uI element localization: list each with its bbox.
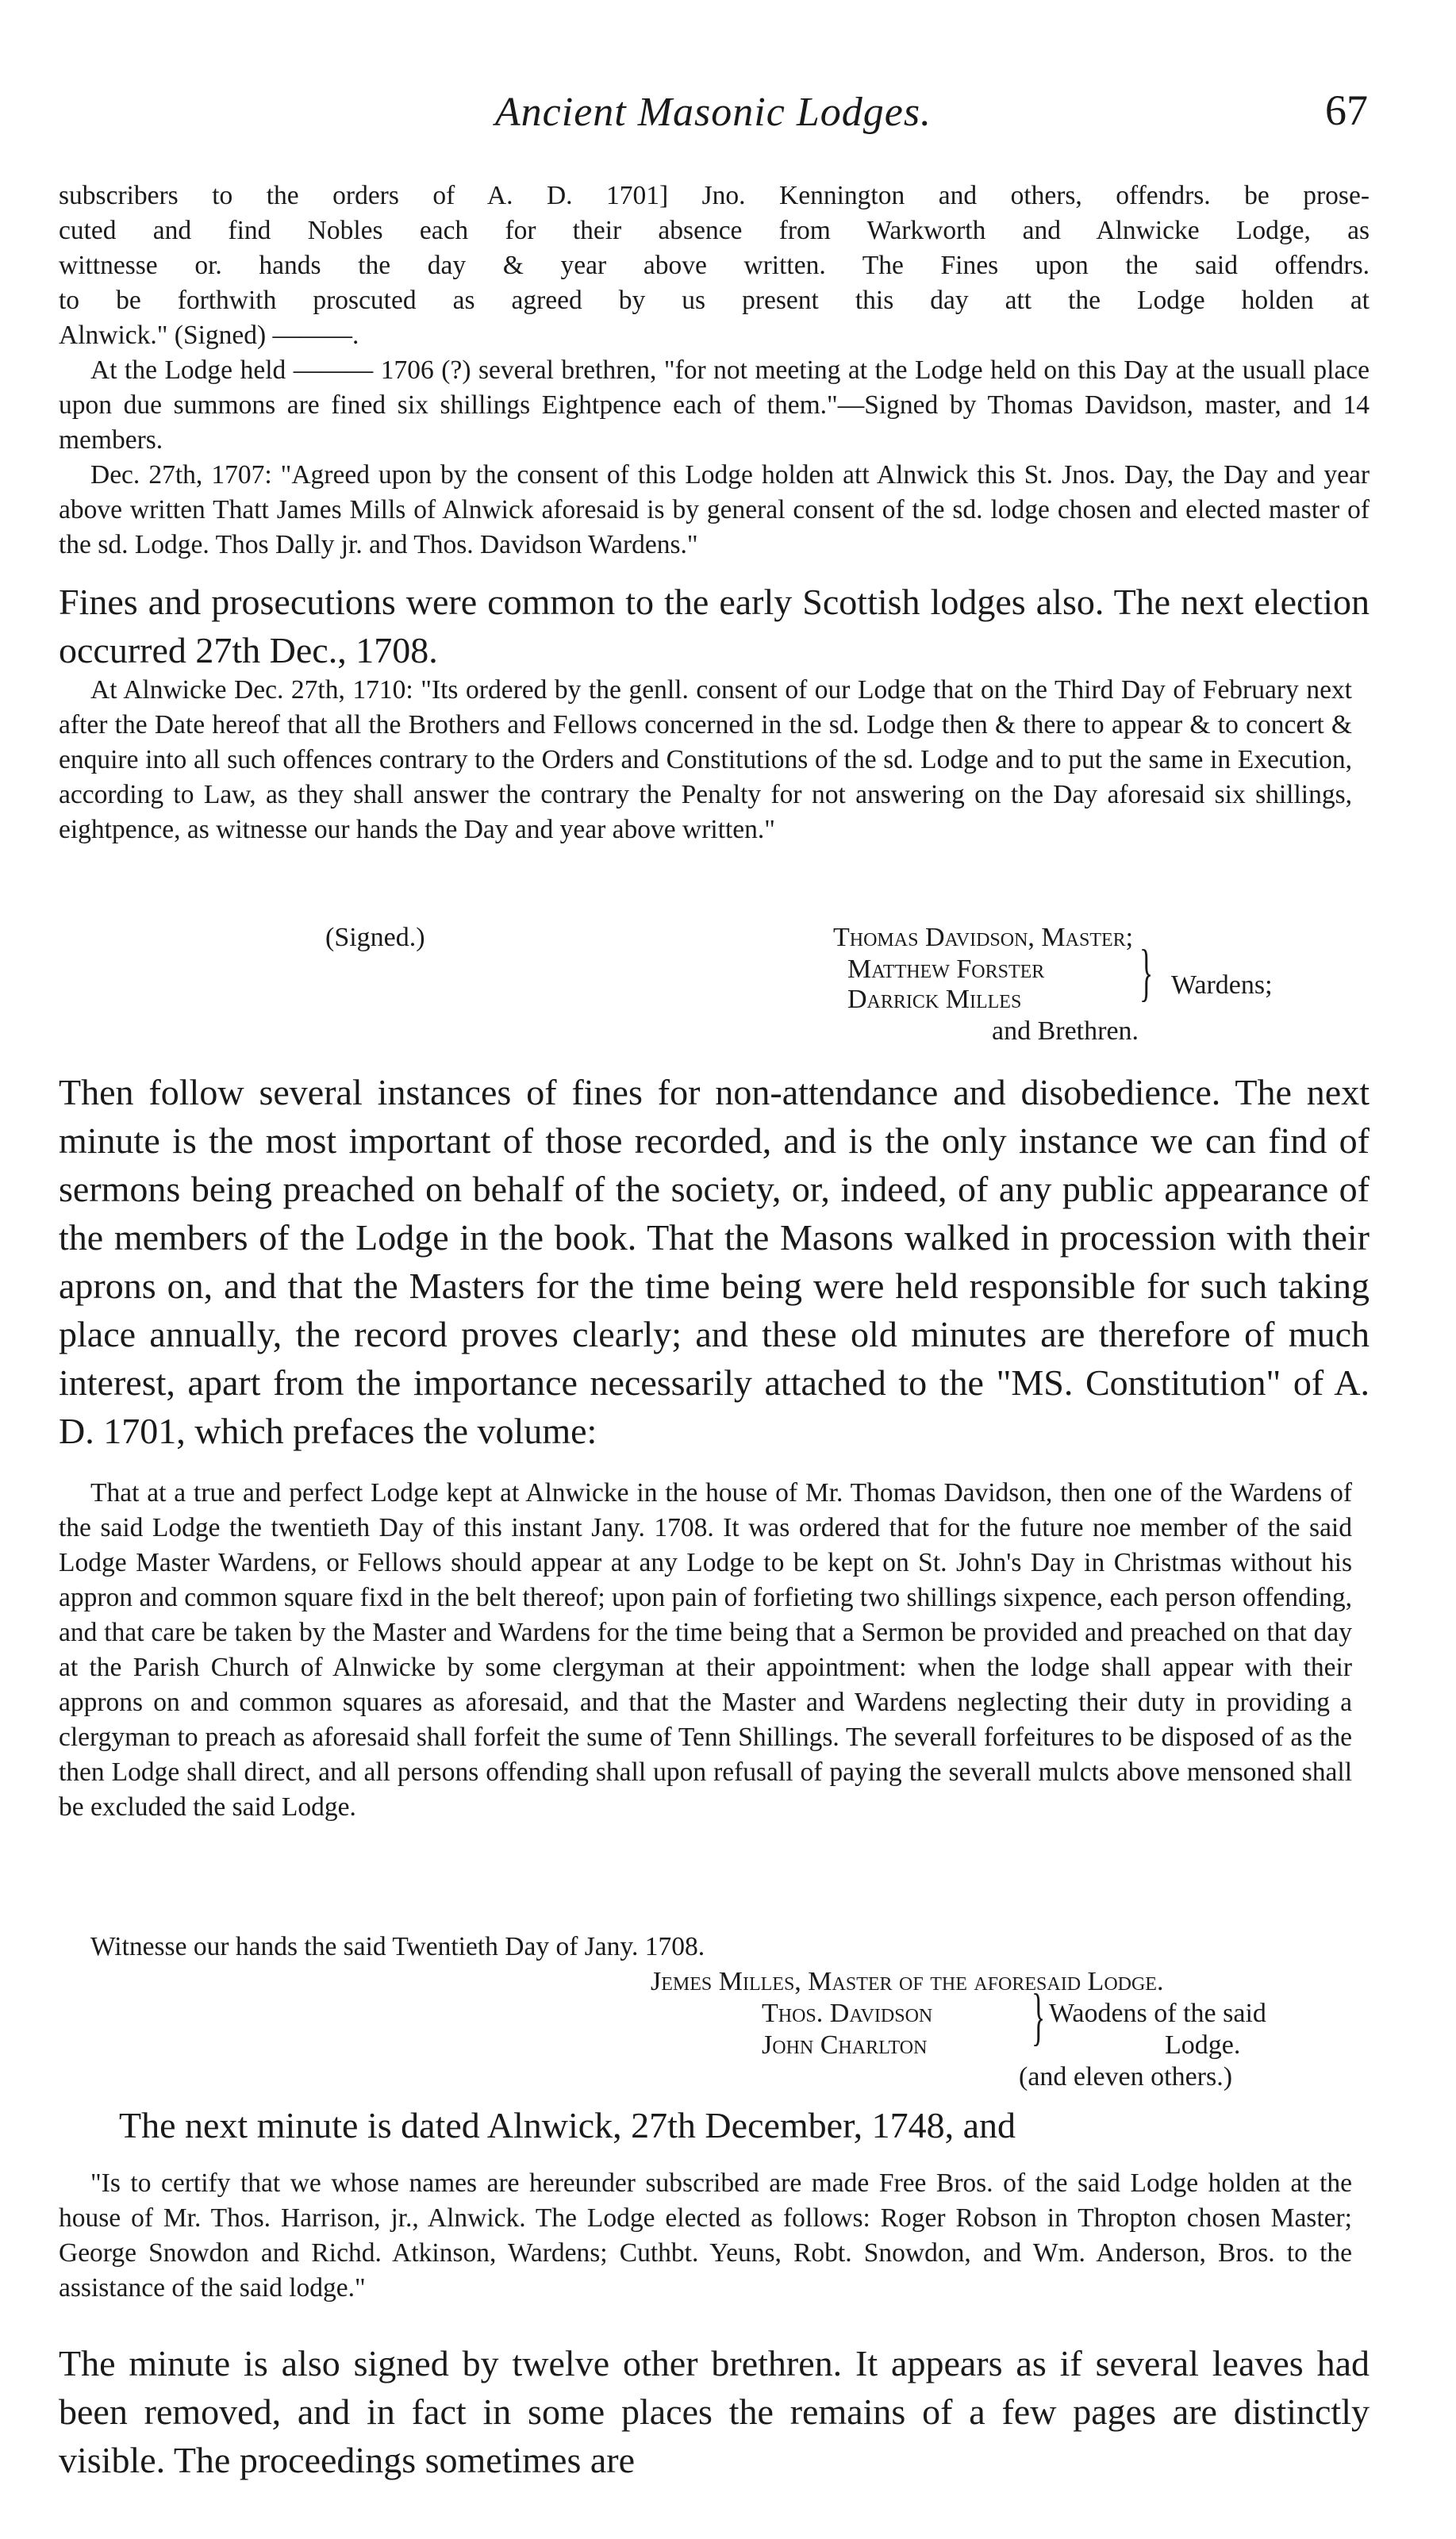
paragraph-leaves-removed: The minute is also signed by twelve other brethren. It appears as if several leaves had been removed, and in fact in some places the remains of a few pages are distinctly visible. The proceedings sometimes are (59, 2343, 1370, 2480)
warden-signature-2: John Charlton (762, 2030, 928, 2060)
wardens-label: Waodens of the said (1049, 1999, 1266, 2028)
brethren-label: and Brethren. (992, 1016, 1139, 1046)
paragraph-fines: Fines and prosecutions were common to the early Scottish lodges also. The next election occurred 27th Dec., 1708. (59, 582, 1370, 670)
page-number: 67 (1325, 86, 1368, 134)
minute-1707: Dec. 27th, 1707: "Agreed upon by the consent of this Lodge holden att Alnwick this St. Jnos. Day, the Day and year above written Thatt James Mills of Alnwick aforesaid is by general consent of the sd. lodge chosen and elected master of the sd. Lodge. Thos Dally jr. and Thos. Davidson Wardens." (59, 460, 1370, 559)
brace-symbol: } (1139, 938, 1154, 1008)
paragraph-sermons: Then follow several instances of fines for non-attendance and disobedience. The next minute is the most important of those recorded, and is the only instance we can find of sermons being preached on behalf of the society, or, indeed, of any public appearance of the members of the Lodge in the book. That the Masons walked in procession with their aprons on, and that the Masters for the time being were held responsible for such taking place annually, the record proves clearly; and these old minutes are therefore of much interest, apart from the importance necessarily attached to the "MS. Constitution" of A. D. 1701, which prefaces the volume: (59, 1072, 1370, 1451)
text-line: cuted and find Nobles each for their absence from Warkworth and Alnwicke Lodge, as (59, 216, 1370, 245)
minute-jany-1708: That at a true and perfect Lodge kept at Alnwicke in the house of Mr. Thomas Davidson, then one of the Wardens of the said Lodge the twentieth Day of this instant Jany. 1708. It was ordered that for the future noe member of the said Lodge Master Wardens, or Fellows should appear at any Lodge to be kept on St. John's Day in Christmas without his appron and common square fixd in the belt thereof; upon pain of forfieting two shillings sixpence, each person offending, and that care be taken by the Master and Wardens for the time being that a Sermon be provided and preached on that day at the Parish Church of Alnwicke by some clergyman at their appointment: when the lodge shall appear with their approns on and common squares as aforesaid, and that the Master and Wardens neglecting their duty in providing a clergyman to preach as aforesaid shall forfeit the sume of Tenn Shillings. The severall forfeitures to be disposed of as the then Lodge shall direct, and all persons offending shall upon refusall of paying the severall mulcts above mensoned shall be excluded the said Lodge. (59, 1478, 1352, 1822)
master-signature: Thomas Davidson, Master; (833, 923, 1134, 952)
page-header (59, 86, 1368, 152)
wardens-label-cont: Lodge. (1165, 2030, 1241, 2060)
warden-signature-1: Thos. Davidson (762, 1999, 933, 2028)
minute-1710: At Alnwicke Dec. 27th, 1710: "Its ordered by the genll. consent of our Lodge that on the Third Day of February next after the Date hereof that all the Brothers and Fellows concerned in the sd. Lodge then & there to appear & to concert & enquire into all such offences contrary to the Orders and Constitutions of the sd. Lodge and to put the same in Execution, according to Law, as they shall answer the contrary the Penalty for not answering on the Day aforesaid six shillings, eightpence, as witnesse our hands the Day and year above written." (59, 675, 1352, 844)
wardens-label: Wardens; (1171, 970, 1273, 1000)
text-line: to be forthwith proscuted as agreed by us present this day att the Lodge holden at (59, 286, 1370, 315)
quoted-minute-1701 (59, 179, 1370, 353)
minute-1748: "Is to certify that we whose names are hereunder subscribed are made Free Bros. of the said Lodge holden at the house of Mr. Thos. Harrison, jr., Alnwick. The Lodge elected as follows: Roger Robson in Thropton chosen Master; George Snowdon and Richd. Atkinson, Wardens; Cuthbt. Yeuns, Robt. Snowdon, and Wm. Anderson, Bros. to the assistance of the said lodge." (59, 2168, 1352, 2303)
paragraph-next-minute: The next minute is dated Alnwick, 27th December, 1748, and (119, 2105, 1016, 2145)
signed-label: (Signed.) (325, 923, 425, 952)
text-line: subscribers to the orders of A. D. 1701] Jno. Kennington and others, offendrs. be prose- (59, 181, 1370, 210)
warden-signature-2: Darrick Milles (847, 985, 1022, 1014)
minute-1706: At the Lodge held ——— 1706 (?) several brethren, "for not meeting at the Lodge held on this Day at the usuall place upon due summons are fined six shillings Eightpence each of them."—Signed by Thomas Davidson, master, and 14 members. (59, 355, 1370, 455)
brace-symbol: } (1031, 1982, 1046, 2052)
text-line: wittnesse or. hands the day & year above written. The Fines upon the said offendrs. (59, 251, 1370, 280)
running-head: Ancient Masonic Lodges. (494, 90, 932, 135)
others-label: (and eleven others.) (1019, 2062, 1233, 2092)
master-signature: Jemes Milles, Master of the aforesaid Lodge. (651, 1967, 1164, 1996)
text-line: Alnwick." (Signed) ———. (59, 321, 359, 350)
warden-signature-1: Matthew Forster (847, 955, 1045, 984)
witness-line: Witnesse our hands the said Twentieth Day of Jany. 1708. (90, 1932, 705, 1961)
